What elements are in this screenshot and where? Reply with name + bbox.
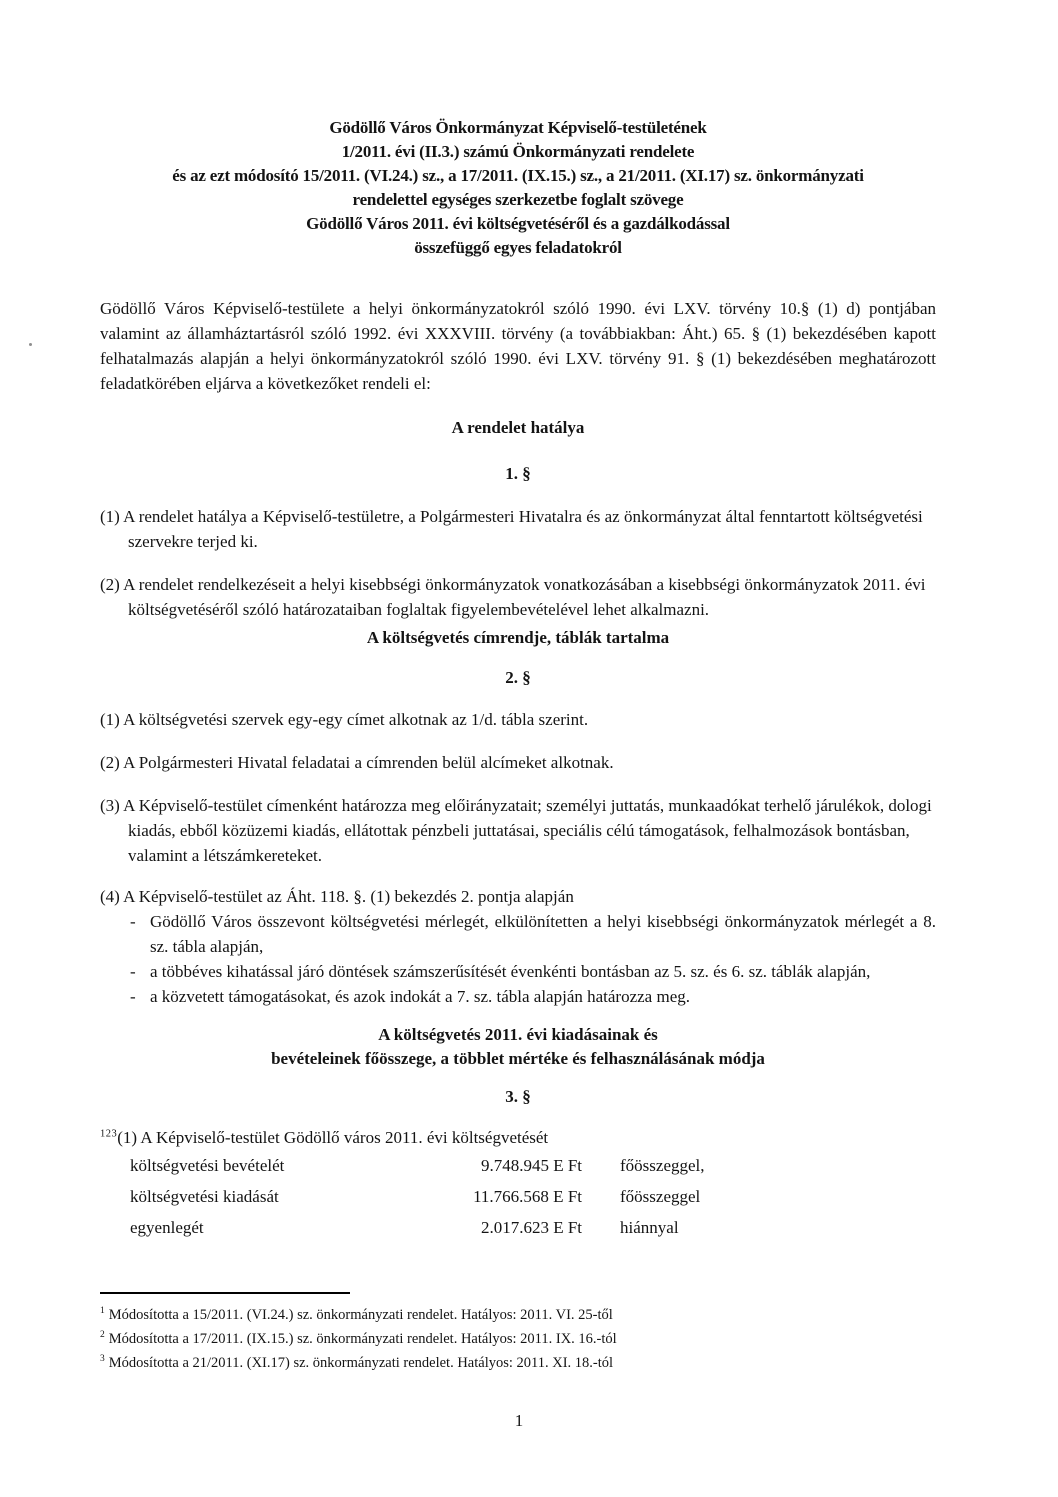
section-2-heading: A költségvetés címrendje, táblák tartalma [366,628,670,647]
bullet-item [100,909,936,959]
footnote-number: 1 [100,1306,105,1317]
bullet-text: a közvetett támogatásokat, és azok indokát a 7. sz. tábla alapján határozza meg. [150,987,690,1006]
budget-row-revenue [130,1150,936,1181]
footnote-number: 2 [100,1330,105,1341]
budget-qualifier: hiánnyal [620,1218,679,1237]
preamble-paragraph: Gödöllő Város Képviselő-testülete a helyi önkormányzatokról szóló 1990. évi LXV. törvény 10.§ (1) d) pontjában valamint az államháztartásról szóló 1992. évi XXXVIII. törvény (a továbbiakban: Áht.) 65. § (1) bekezdésében kapott felhatalmazás alapján a helyi önkormányzatokról szóló 1990. évi LXV. törvény 91. § (1) bekezdésében meghatározott feladatkörében eljárva a következőket rendeli el: [100,299,936,393]
page-number: 1 [514,1411,524,1430]
section-2-paragraph-3: (3) A Képviselő-testület címenként határozza meg előirányzatait; személyi juttatás, munkaadókat terhelő járulékok, dologi kiadás, ebből közüzemi kiadás, ellátottak pénzbeli juttatásai, speciális célú támogatások, felhalmozások bontásban, valamint a létszámkereteket. [100,796,932,865]
footnote-3 [100,1351,780,1375]
budget-amount: 2.017.623 E Ft [480,1218,582,1237]
title-line-3: és az ezt módosító 15/2011. (VI.24.) sz., a 17/2011. (IX.15.) sz., a 21/2011. (XI.17) sz. önkormányzati [172,166,864,185]
section-3-heading-line-1: A költségvetés 2011. évi kiadásainak és [378,1025,658,1044]
footnote-1 [100,1303,780,1327]
title-line-1: Gödöllő Város Önkormányzat Képviselő-testületének [329,118,707,137]
budget-row-expenditure [130,1181,936,1212]
section-3-heading [100,1023,936,1071]
section-3-number: 3. § [505,1087,531,1106]
budget-qualifier: főösszeggel [620,1187,701,1206]
footnote-separator-rule [100,1292,350,1294]
budget-figures-table [130,1150,936,1243]
bullet-dash: - [130,987,136,1006]
section-2-bullet-list [100,909,936,1009]
footnote-text: Módosította a 21/2011. (XI.17) sz. önkormányzati rendelet. Hatályos: 2011. XI. 18.-tól [108,1355,614,1371]
section-1-heading: A rendelet hatálya [451,418,585,437]
budget-row-balance [130,1212,936,1243]
section-1-paragraph-1: (1) A rendelet hatálya a Képviselő-testületre, a Polgármesteri Hivatalra és az önkormányzat által fenntartott költségvetési szervekre terjed ki. [100,507,923,551]
budget-amount: 11.766.568 E Ft [473,1187,582,1206]
title-line-4: rendelettel egységes szerkezetbe foglalt szövege [352,190,684,209]
footnote-2 [100,1327,780,1351]
bullet-dash: - [130,912,136,931]
title-line-2: 1/2011. évi (II.3.) számú Önkormányzati rendelete [341,142,695,161]
section-3-heading-line-2: bevételeinek főösszege, a többlet mértéke és felhasználásának módja [271,1049,765,1068]
bullet-text: a többéves kihatással járó döntések számszerűsítését évenkénti bontásban az 5. sz. és 6. sz. táblák alapján, [150,962,871,981]
bullet-dash: - [130,962,136,981]
footnote-reference-marks: 123 [100,1128,118,1140]
section-3-paragraph-1-text: (1) A Képviselő-testület Gödöllő város 2011. évi költségvetését [117,1128,549,1147]
footnote-text: Módosította a 17/2011. (IX.15.) sz. önkormányzati rendelet. Hatályos: 2011. IX. 16.-tól [108,1331,617,1347]
budget-label: költségvetési kiadását [130,1187,279,1206]
title-line-5: Gödöllő Város 2011. évi költségvetéséről és a gazdálkodással [306,214,730,233]
footnote-number: 3 [100,1354,105,1365]
section-2-number: 2. § [505,668,531,687]
footnote-text: Módosította a 15/2011. (VI.24.) sz. önkormányzati rendelet. Hatályos: 2011. VI. 25-től [108,1307,613,1323]
section-1-paragraph-2: (2) A rendelet rendelkezéseit a helyi kisebbségi önkormányzatok vonatkozásában a kisebbségi önkormányzatok 2011. évi költségvetéséről szóló határozataiban foglaltak figyelembevételével lehet alkalmazni. [100,575,926,619]
document-title-block [82,116,954,260]
scan-artifact-dot [29,343,32,346]
bullet-item [100,959,936,984]
budget-label: egyenlegét [130,1218,204,1237]
title-line-6: összefüggő egyes feladatokról [414,238,622,257]
budget-label: költségvetési bevételét [130,1156,285,1175]
bullet-text: Gödöllő Város összevont költségvetési mérlegét, elkülönítetten a helyi kisebbségi önkormányzatok mérlegét a 8. sz. tábla alapján, [150,912,936,956]
budget-amount: 9.748.945 E Ft [480,1156,582,1175]
section-2-paragraph-2: (2) A Polgármesteri Hivatal feladatai a címrenden belül alcímeket alkotnak. [100,753,614,772]
section-2-paragraph-1: (1) A költségvetési szervek egy-egy címet alkotnak az 1/d. tábla szerint. [100,710,589,729]
footnotes-block [100,1292,780,1375]
section-3-paragraph-1 [100,1125,936,1150]
budget-qualifier: főösszeggel, [620,1156,705,1175]
section-1-number: 1. § [505,464,531,483]
bullet-item [100,984,936,1009]
section-2-paragraph-4: (4) A Képviselő-testület az Áht. 118. §. (1) bekezdés 2. pontja alapján [100,887,574,906]
